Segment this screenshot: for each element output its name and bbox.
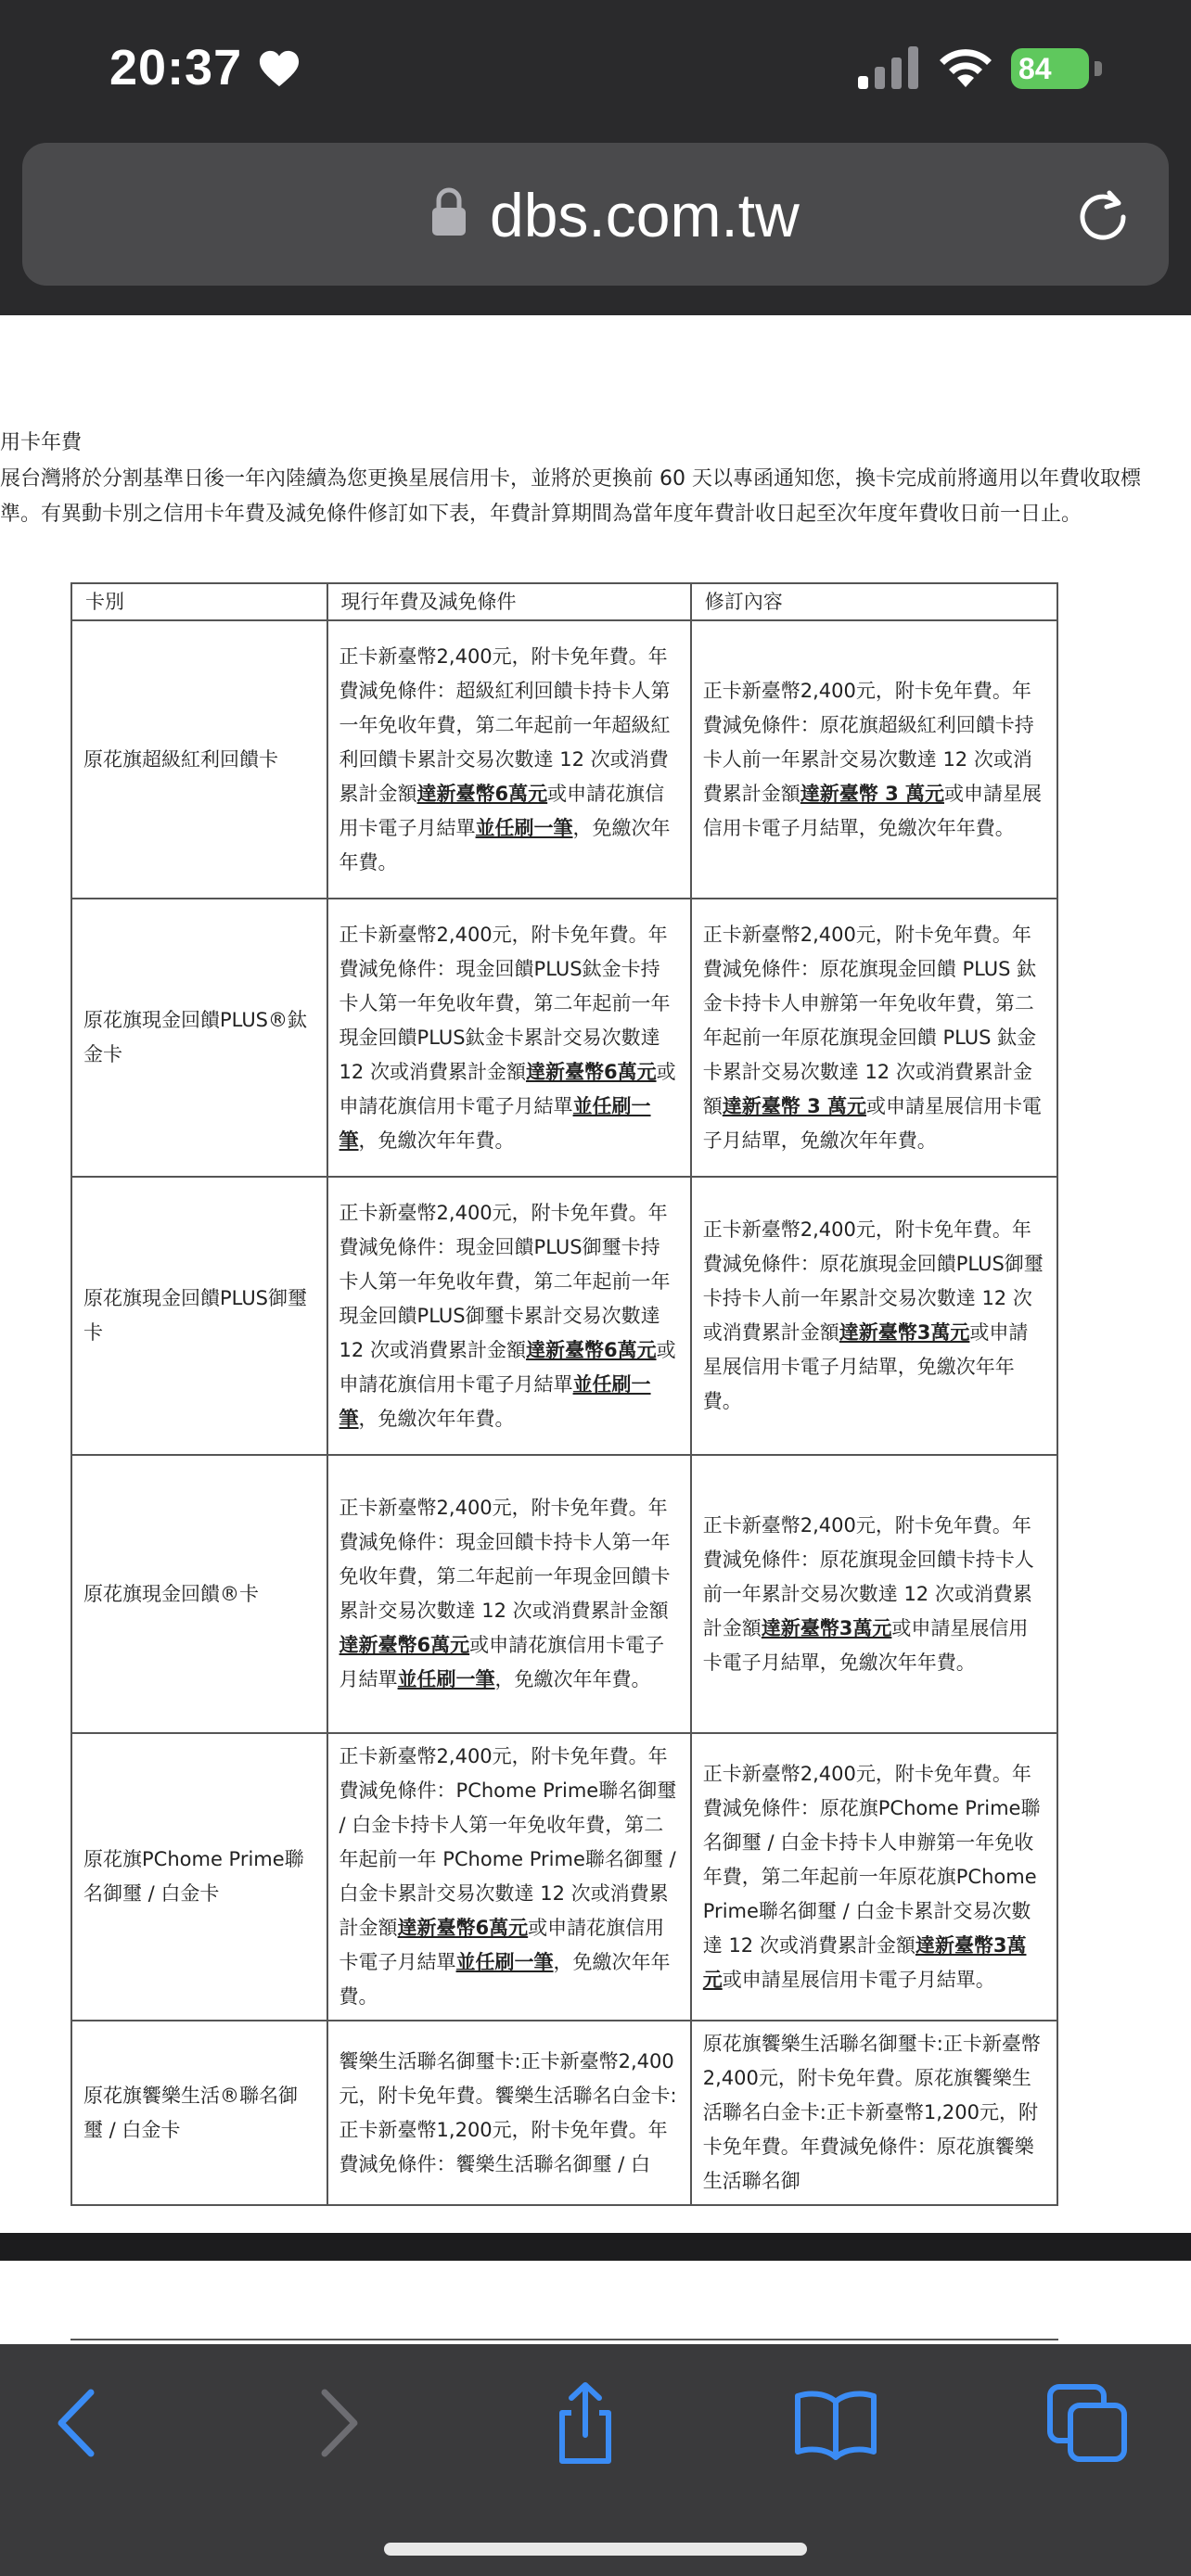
card-name-cell: 原花旗現金回饋PLUS御璽卡	[71, 1177, 327, 1455]
current-fee-text: 或申請花旗信用卡電子月結單	[339, 1917, 665, 1973]
current-fee-highlight: 達新臺幣6萬元	[416, 782, 548, 805]
revised-fee-text: 或申請星展信用卡電子月結單，免繳次年年費。	[702, 1616, 1029, 1674]
status-time: 20:37	[109, 40, 243, 96]
revised-fee-cell	[691, 2021, 1057, 2205]
card-name-cell: 原花旗超級紅利回饋卡	[71, 620, 327, 899]
back-icon[interactable]	[37, 2381, 121, 2465]
revised-fee-text: 或申請星展信用卡電子月結單，免繳次年年費。	[702, 1321, 1029, 1412]
revised-fee-text: 正卡新臺幣2,400元，附卡免年費。年費減免條件：原花旗PChome Prime聯名御璽 / 白金卡持卡人申辦第一年免收年費，第二年起前一年原花旗PChome Prime聯名御璽 / 白金卡累計交易次數達 12 次或消費累計金額	[702, 1762, 1041, 1957]
current-fee-cell	[327, 1733, 691, 2021]
current-fee-highlight: 達新臺幣6萬元	[525, 1060, 657, 1083]
current-fee-text: ，免繳次年年費。	[358, 1129, 515, 1152]
signal-icon	[858, 46, 919, 89]
current-fee-text: ，免繳次年年費。	[339, 1951, 671, 2008]
current-fee-text: 或申請花旗信用卡電子月結單	[339, 1060, 676, 1117]
table-header-row	[71, 583, 1057, 620]
current-fee-text: 或申請花旗信用卡電子月結單	[339, 1634, 665, 1690]
revised-fee-text: 或申請星展信用卡電子月結單。	[722, 1968, 995, 1991]
wifi-icon	[937, 45, 994, 89]
status-bar	[0, 0, 1191, 139]
card-name-cell: 原花旗現金回饋PLUS®鈦金卡	[71, 899, 327, 1177]
revised-fee-text: 正卡新臺幣2,400元，附卡免年費。年費減免條件：原花旗現金回饋 PLUS 鈦金卡持卡人申辦第一年免收年費，第二年起前一年原花旗現金回饋 PLUS 鈦金卡累計交易次數達 12 次或消費累計金額	[702, 923, 1037, 1117]
card-name-cell: 原花旗饗樂生活®聯名御璽 / 白金卡	[71, 2021, 327, 2205]
current-fee-text: 正卡新臺幣2,400元，附卡免年費。年費減免條件：PChome Prime聯名御璽 / 白金卡持卡人第一年免收年費，第二年起前一年 PChome Prime聯名御璽 / 白金卡累計交易次數達 12 次或消費累計金額	[339, 1745, 677, 1939]
revised-fee-highlight: 達新臺幣 3 萬元	[800, 782, 944, 805]
current-fee-cell	[327, 899, 691, 1177]
header-card-type: 卡別	[71, 583, 327, 620]
reload-icon[interactable]	[1074, 185, 1132, 243]
current-fee-text: 饗樂生活聯名御璽卡:正卡新臺幣2,400元，附卡免年費。饗樂生活聯名白金卡:正卡新臺幣1,200元，附卡免年費。年費減免條件：饗樂生活聯名御璽 / 白	[339, 2049, 677, 2175]
current-fee-highlight: 並任刷一筆	[339, 1372, 651, 1430]
intro-paragraph: 展台灣將於分割基準日後一年內陸續為您更換星展信用卡，並將於更換前 60 天以專函通知您，換卡完成前將適用以年費收取標準。有異動卡別之信用卡年費及減免條件修訂如下表，年費計算期間為當年度年費計收日起至次年度年費收日前一日止。	[0, 467, 1141, 526]
bookmarks-icon[interactable]	[794, 2381, 877, 2465]
revised-fee-cell	[691, 620, 1057, 899]
card-name-cell: 原花旗現金回饋®卡	[71, 1455, 327, 1733]
tabs-icon[interactable]	[1046, 2381, 1130, 2465]
revised-fee-text: 或申請星展信用卡電子月結單，免繳次年年費。	[702, 1094, 1042, 1152]
web-page	[0, 341, 1191, 2233]
revised-fee-highlight: 達新臺幣3萬元	[702, 1933, 1027, 1991]
heart-icon	[258, 48, 301, 89]
current-fee-cell	[327, 620, 691, 899]
section-divider	[0, 2233, 1191, 2261]
battery-level: 84	[1011, 48, 1089, 89]
browser-address-area	[0, 139, 1191, 315]
revised-fee-text: 或申請星展信用卡電子月結單，免繳次年年費。	[702, 782, 1042, 839]
current-fee-text: 正卡新臺幣2,400元，附卡免年費。年費減免條件：現金回饋PLUS鈦金卡持卡人第一年免收年費，第二年起前一年現金回饋PLUS鈦金卡累計交易次數達 12 次或消費累計金額	[339, 923, 671, 1083]
revised-fee-cell	[691, 899, 1057, 1177]
current-fee-highlight: 達新臺幣6萬元	[339, 1634, 470, 1656]
address-bar[interactable]	[22, 143, 1169, 286]
current-fee-text: 正卡新臺幣2,400元，附卡免年費。年費減免條件：現金回饋卡持卡人第一年免收年費，第二年起前一年現金回饋卡累計交易次數達 12 次或消費累計金額	[339, 1497, 671, 1622]
revised-fee-text: 原花旗饗樂生活聯名御璽卡:正卡新臺幣2,400元，附卡免年費。原花旗饗樂生活聯名白金卡:正卡新臺幣1,200元，附卡免年費。年費減免條件：原花旗饗樂生活聯名御	[702, 2033, 1041, 2192]
current-fee-cell	[327, 2021, 691, 2205]
current-fee-highlight: 並任刷一筆	[455, 1951, 554, 1973]
revised-fee-highlight: 達新臺幣3萬元	[761, 1616, 892, 1639]
current-fee-highlight: 達新臺幣6萬元	[397, 1917, 529, 1939]
current-fee-highlight: 並任刷一筆	[397, 1668, 495, 1690]
current-fee-highlight: 並任刷一筆	[339, 1094, 651, 1152]
current-fee-text: ，免繳次年年費。	[358, 1407, 515, 1430]
url-text[interactable]: dbs.com.tw	[490, 181, 800, 249]
current-fee-cell	[327, 1177, 691, 1455]
current-fee-cell	[327, 1455, 691, 1733]
current-fee-text: ，免繳次年年費。	[339, 816, 671, 874]
share-icon[interactable]	[544, 2381, 627, 2465]
current-fee-highlight: 並任刷一筆	[475, 816, 573, 839]
battery-icon	[1011, 48, 1102, 89]
header-revised: 修訂內容	[691, 583, 1057, 620]
header-current-fee: 現行年費及減免條件	[327, 583, 691, 620]
table-row	[71, 1455, 1057, 1733]
revised-fee-cell	[691, 1455, 1057, 1733]
browser-toolbar	[0, 2344, 1191, 2576]
table-row	[71, 1733, 1057, 2021]
current-fee-text: ，免繳次年年費。	[494, 1668, 651, 1690]
card-name-cell: 原花旗PChome Prime聯名御璽 / 白金卡	[71, 1733, 327, 2021]
table-row	[71, 620, 1057, 899]
annual-fee-table	[70, 582, 1058, 2206]
revised-fee-cell	[691, 1733, 1057, 2021]
next-table-edge	[70, 2339, 1058, 2340]
revised-fee-highlight: 達新臺幣3萬元	[839, 1321, 970, 1344]
current-fee-text: 正卡新臺幣2,400元，附卡免年費。年費減免條件：超級紅利回饋卡持卡人第一年免收年費，第二年起前一年超級紅利回饋卡累計交易次數達 12 次或消費累計金額	[339, 644, 671, 805]
revised-fee-cell	[691, 1177, 1057, 1455]
revised-fee-highlight: 達新臺幣 3 萬元	[722, 1094, 866, 1117]
table-row	[71, 2021, 1057, 2205]
revised-fee-text: 正卡新臺幣2,400元，附卡免年費。年費減免條件：原花旗現金回饋卡持卡人前一年累計交易次數達 12 次或消費累計金額	[702, 1513, 1034, 1639]
current-fee-text: 或申請花旗信用卡電子月結單	[339, 1338, 676, 1396]
lock-icon	[430, 187, 467, 237]
current-fee-text: 正卡新臺幣2,400元，附卡免年費。年費減免條件：現金回饋PLUS御璽卡持卡人第一年免收年費，第二年起前一年現金回饋PLUS御璽卡累計交易次數達 12 次或消費累計金額	[339, 1201, 671, 1361]
revised-fee-text: 正卡新臺幣2,400元，附卡免年費。年費減免條件：原花旗超級紅利回饋卡持卡人前一年累計交易次數達 12 次或消費累計金額	[702, 679, 1034, 805]
table-row	[71, 899, 1057, 1177]
current-fee-text: 或申請花旗信用卡電子月結單	[339, 782, 665, 839]
forward-icon[interactable]	[295, 2381, 378, 2465]
section-title: 用卡年費	[0, 431, 83, 454]
home-indicator	[384, 2543, 807, 2556]
table-row	[71, 1177, 1057, 1455]
revised-fee-text: 正卡新臺幣2,400元，附卡免年費。年費減免條件：原花旗現金回饋PLUS御璽卡持卡人前一年累計交易次數達 12 次或消費累計金額	[702, 1218, 1044, 1344]
current-fee-highlight: 達新臺幣6萬元	[525, 1338, 657, 1361]
